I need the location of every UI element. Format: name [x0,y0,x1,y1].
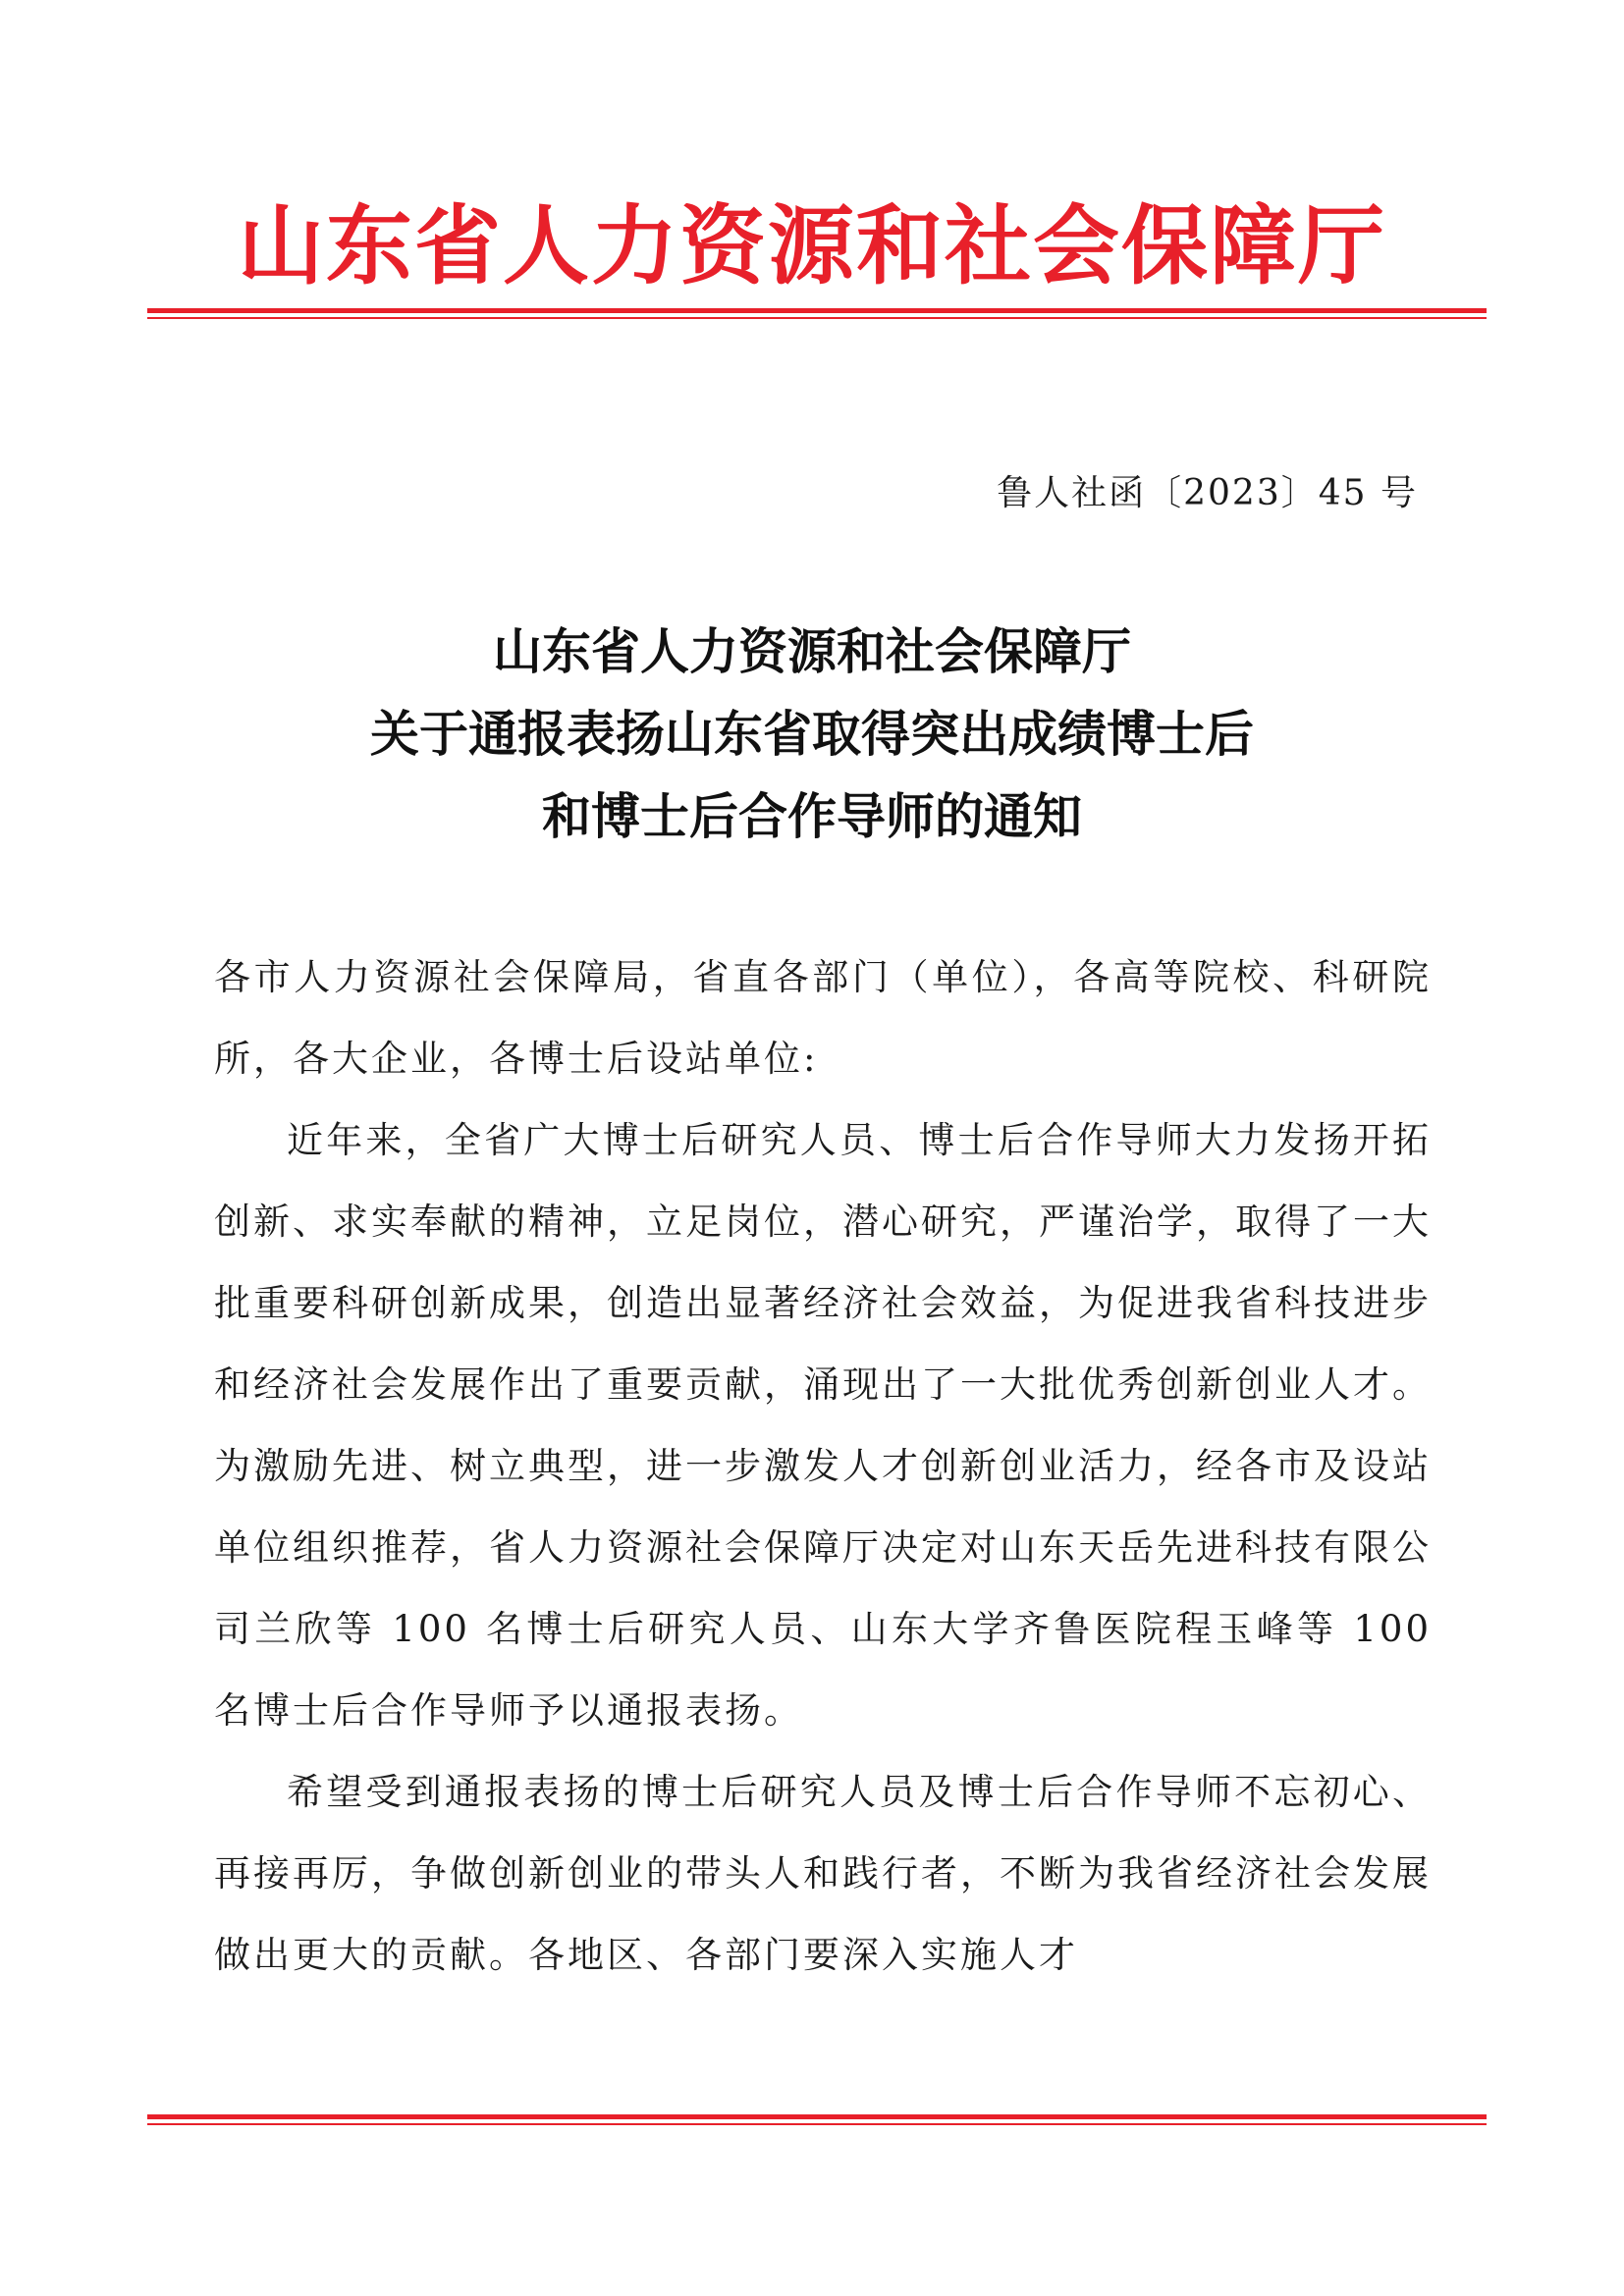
red-rule-thin-line [147,317,1487,319]
paragraph-1: 近年来，全省广大博士后研究人员、博士后合作导师大力发扬开拓创新、求实奉献的精神，立足岗位，潜心研究，严谨治学，取得了一大批重要科研创新成果，创造出显著经济社会效益，为促进我省科技进步和经济社会发展作出了重要贡献，涌现出了一大批优秀创新创业人才。为激励先进、树立典型，进一步激发人才创新创业活力，经各市及设站单位组织推荐，省人力资源社会保障厅决定对山东天岳先进科技有限公司兰欣等 100 名博士后研究人员、山东大学齐鲁医院程玉峰等 100 名博士后合作导师予以通报表扬。 [214,1119,1432,1732]
document-body [214,936,1432,1996]
document-number: 鲁人社函〔2023〕45 号 [997,473,1418,513]
footer-rule-thin-line [147,2123,1487,2125]
issuer-masthead: 山东省人力资源和社会保障厅 [237,194,1386,296]
paragraph-2: 希望受到通报表扬的博士后研究人员及博士后合作导师不忘初心、再接再厉，争做创新创业的带头人和践行者，不断为我省经济社会发展做出更大的贡献。各地区、各部门要深入实施人才 [214,1771,1432,1976]
masthead-red-rule [147,308,1487,320]
title-line-1: 山东省人力资源和社会保障厅 [493,622,1131,680]
red-rule-thick-line [147,308,1487,313]
footer-rule-thick-line [147,2114,1487,2119]
title-line-2: 关于通报表扬山东省取得突出成绩博士后 [370,705,1254,763]
document-title [0,611,1624,858]
title-line-3: 和博士后合作导师的通知 [542,787,1082,845]
salutation: 各市人力资源社会保障局，省直各部门（单位），各高等院校、科研院所，各大企业，各博士后设站单位: [214,956,1432,1080]
footer-red-rule [147,2114,1487,2126]
